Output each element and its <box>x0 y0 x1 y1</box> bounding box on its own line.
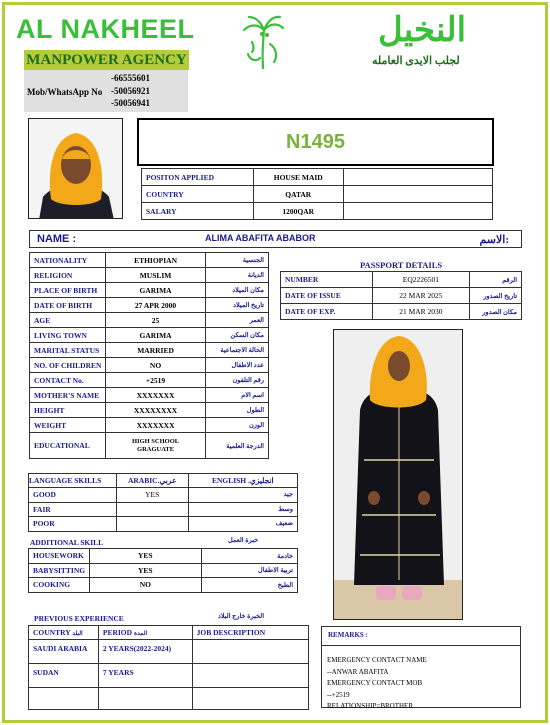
table-row <box>29 640 309 664</box>
detail-label: MOTHER'S NAME <box>30 388 106 403</box>
language-english-cell <box>188 488 297 503</box>
language-level-ar: وسط <box>278 505 293 513</box>
brand-subtitle-en: MANPOWER AGENCY <box>24 50 189 70</box>
palm-logo-icon <box>240 14 286 70</box>
skill-value: YES <box>90 549 201 564</box>
language-level: FAIR <box>29 502 117 517</box>
detail-label-ar: الجنسية <box>205 253 268 268</box>
skill-label: BABYSITTING <box>29 563 90 578</box>
table-row <box>30 268 269 283</box>
country-value: QATAR <box>253 186 343 203</box>
experience-country: SAUDI ARABIA <box>29 640 99 664</box>
language-level: GOOD <box>29 488 117 503</box>
experience-country: SUDAN <box>29 664 99 688</box>
additional-skill-title: ADDITIONAL SKILL <box>30 538 104 547</box>
detail-label-ar: الوزن <box>205 418 268 433</box>
table-row <box>30 328 269 343</box>
language-level: POOR <box>29 517 117 532</box>
portrait-photo <box>28 118 123 219</box>
experience-period: 7 YEARS <box>98 664 192 688</box>
remarks-title: REMARKS : <box>328 631 368 639</box>
detail-label: MARITAL STATUS <box>30 343 106 358</box>
remarks-box <box>321 626 521 708</box>
language-level-ar: ضعيف <box>275 520 293 527</box>
table-row <box>281 272 522 288</box>
language-arabic-value: YES <box>116 488 188 503</box>
detail-label: RELIGION <box>30 268 106 283</box>
period-header-text: PERIOD <box>102 628 133 637</box>
empty-cell <box>192 688 308 710</box>
detail-label: CONTACT No. <box>30 373 106 388</box>
table-row <box>30 343 269 358</box>
position-label: POSITON APPLIED <box>142 169 254 186</box>
skill-value: YES <box>90 563 201 578</box>
detail-value: NO <box>106 358 205 373</box>
empty-cell <box>29 688 99 710</box>
passport-title: PASSPORT DETAILS <box>360 260 443 270</box>
skill-label: COOKING <box>29 578 90 593</box>
table-row <box>29 664 309 688</box>
additional-skill-table <box>28 548 298 593</box>
empty-cell <box>343 186 492 203</box>
table-row <box>29 688 309 710</box>
language-english-cell <box>188 517 297 532</box>
detail-label: LIVING TOWN <box>30 328 106 343</box>
skill-label-ar: خادمة <box>201 549 297 564</box>
detail-value: GARIMA <box>106 328 205 343</box>
detail-value: 27 APR 2000 <box>106 298 205 313</box>
language-header-arabic: ARABIC.عربي <box>116 474 188 488</box>
empty-cell <box>343 169 492 186</box>
position-value: HOUSE MAID <box>253 169 343 186</box>
full-body-photo <box>333 329 463 620</box>
experience-period-header <box>98 626 192 640</box>
table-row <box>30 418 269 433</box>
detail-value: XXXXXXX <box>106 418 205 433</box>
detail-label: DATE OF BIRTH <box>30 298 106 313</box>
table-row <box>29 502 298 517</box>
detail-value <box>106 433 205 459</box>
detail-value: XXXXXXXX <box>106 403 205 418</box>
passport-label-ar: تاريخ الصدور <box>470 288 522 304</box>
name-label: NAME : <box>37 233 77 245</box>
passport-label: NUMBER <box>281 272 373 288</box>
detail-value: XXXXXXX <box>106 388 205 403</box>
additional-skill-title-ar: خبرة العمل <box>228 537 259 544</box>
contact-number: -66555601 <box>111 73 150 83</box>
brand-name-en: AL NAKHEEL <box>16 14 195 44</box>
table-row <box>142 169 493 186</box>
table-row <box>29 626 309 640</box>
table-row <box>142 186 493 203</box>
education-line: HIGH SCHOOL <box>131 437 180 445</box>
language-header-english: ENGLISH .انجليزي <box>188 474 297 488</box>
detail-label: PLACE OF BIRTH <box>30 283 106 298</box>
candidate-name: ALIMA ABAFITA ABABOR <box>205 233 316 243</box>
remarks-line: EMERGENCY CONTACT NAME <box>327 656 427 664</box>
experience-job <box>192 664 308 688</box>
brand-name-ar: النخيل <box>378 12 467 49</box>
skill-label-ar: تربية الاطفال <box>201 563 297 578</box>
reference-code: N1495 <box>137 118 494 166</box>
detail-label: AGE <box>30 313 106 328</box>
table-row <box>30 373 269 388</box>
divider <box>322 645 520 646</box>
detail-value: 25 <box>106 313 205 328</box>
detail-label-ar: مكان الميلاد <box>205 283 268 298</box>
experience-title: PREVIOUS EXPERIENCE <box>34 614 124 623</box>
country-header-text: COUNTRY <box>33 628 71 637</box>
table-row <box>30 403 269 418</box>
name-row <box>29 230 522 248</box>
empty-cell <box>343 203 492 220</box>
table-row <box>142 203 493 220</box>
skill-label-ar: الطبخ <box>201 578 297 593</box>
passport-label-ar: الرقم <box>470 272 522 288</box>
detail-label-ar: الدرجة العلمية <box>205 433 268 459</box>
skill-value: NO <box>90 578 201 593</box>
passport-table <box>280 271 522 320</box>
salary-value: 1200QAR <box>253 203 343 220</box>
language-english-cell <box>188 502 297 517</box>
country-label: COUNTRY <box>142 186 254 203</box>
table-row <box>30 283 269 298</box>
contact-number: -50056921 <box>111 86 150 96</box>
empty-cell <box>98 688 192 710</box>
experience-job-header: JOB DESCRIPTION <box>192 626 308 640</box>
country-header-ar: البلد <box>72 631 83 637</box>
position-table <box>141 168 493 220</box>
detail-label: NO. OF CHILDREN <box>30 358 106 373</box>
experience-table <box>28 625 309 710</box>
detail-value: GARIMA <box>106 283 205 298</box>
detail-label-ar: الديانة <box>205 268 268 283</box>
detail-label-ar: الحالة الاجتماعية <box>205 343 268 358</box>
remarks-line: --+2519 <box>327 690 350 699</box>
table-row <box>29 474 298 488</box>
period-header-ar: المدة <box>133 631 148 637</box>
table-row <box>30 253 269 268</box>
education-line: GRAGUATE <box>137 445 175 453</box>
detail-label: EDUCATIONAL <box>30 433 106 459</box>
table-row <box>30 388 269 403</box>
passport-label: DATE OF EXP. <box>281 304 373 320</box>
contact-box <box>24 70 188 112</box>
experience-job <box>192 640 308 664</box>
detail-value: MARRIED <box>106 343 205 358</box>
experience-period: 2 YEARS(2022-2024) <box>98 640 192 664</box>
table-row <box>30 313 269 328</box>
detail-value: MUSLIM <box>106 268 205 283</box>
detail-label-ar: الطول <box>205 403 268 418</box>
remarks-line: RELATIONSHIP=BROTHER <box>327 702 414 710</box>
detail-value: +2519 <box>106 373 205 388</box>
passport-value: EQ2226501 <box>372 272 469 288</box>
detail-label: HEIGHT <box>30 403 106 418</box>
table-row <box>281 288 522 304</box>
passport-value: 21 MAR 2030 <box>372 304 469 320</box>
table-row <box>29 517 298 532</box>
table-row <box>29 488 298 503</box>
table-row <box>30 298 269 313</box>
passport-value: 22 MAR 2025 <box>372 288 469 304</box>
detail-label-ar: اسم الام <box>205 388 268 403</box>
language-table <box>28 473 298 532</box>
table-row <box>29 549 298 564</box>
detail-label: WEIGHT <box>30 418 106 433</box>
language-level-ar: جيد <box>283 491 293 498</box>
personal-details-table <box>29 252 269 459</box>
detail-label-ar: رقم التلفون <box>205 373 268 388</box>
detail-label-ar: العمر <box>205 313 268 328</box>
passport-label: DATE OF ISSUE <box>281 288 373 304</box>
experience-title-ar: الخبرة خارج البلاد <box>218 613 265 620</box>
contact-label: Mob/WhatsApp No <box>27 87 103 97</box>
name-label-ar: الاسم: <box>479 234 509 246</box>
remarks-line: --ANWAR ABAFITA <box>327 667 389 676</box>
table-row <box>30 358 269 373</box>
passport-label-ar: مكان الصدور <box>470 304 522 320</box>
language-header-label: LANGUAGE SKILLS <box>29 474 117 488</box>
detail-label-ar: عدد الاطفال <box>205 358 268 373</box>
language-arabic-value <box>116 502 188 517</box>
language-arabic-value <box>116 517 188 532</box>
experience-country-header <box>29 626 99 640</box>
detail-value: ETHIOPIAN <box>106 253 205 268</box>
detail-label: NATIONALITY <box>30 253 106 268</box>
remarks-line: EMERGENCY CONTACT MOB <box>327 679 423 687</box>
detail-label-ar: مكان السكن <box>205 328 268 343</box>
remarks-body <box>327 655 427 713</box>
table-row <box>30 433 269 459</box>
salary-label: SALARY <box>142 203 254 220</box>
skill-label: HOUSEWORK <box>29 549 90 564</box>
table-row <box>29 563 298 578</box>
detail-label-ar: تاريخ الميلاد <box>205 298 268 313</box>
contact-number: -50056941 <box>111 98 150 108</box>
table-row <box>281 304 522 320</box>
brand-subtitle-ar: لجلب الايدى العامله <box>372 55 460 67</box>
table-row <box>29 578 298 593</box>
